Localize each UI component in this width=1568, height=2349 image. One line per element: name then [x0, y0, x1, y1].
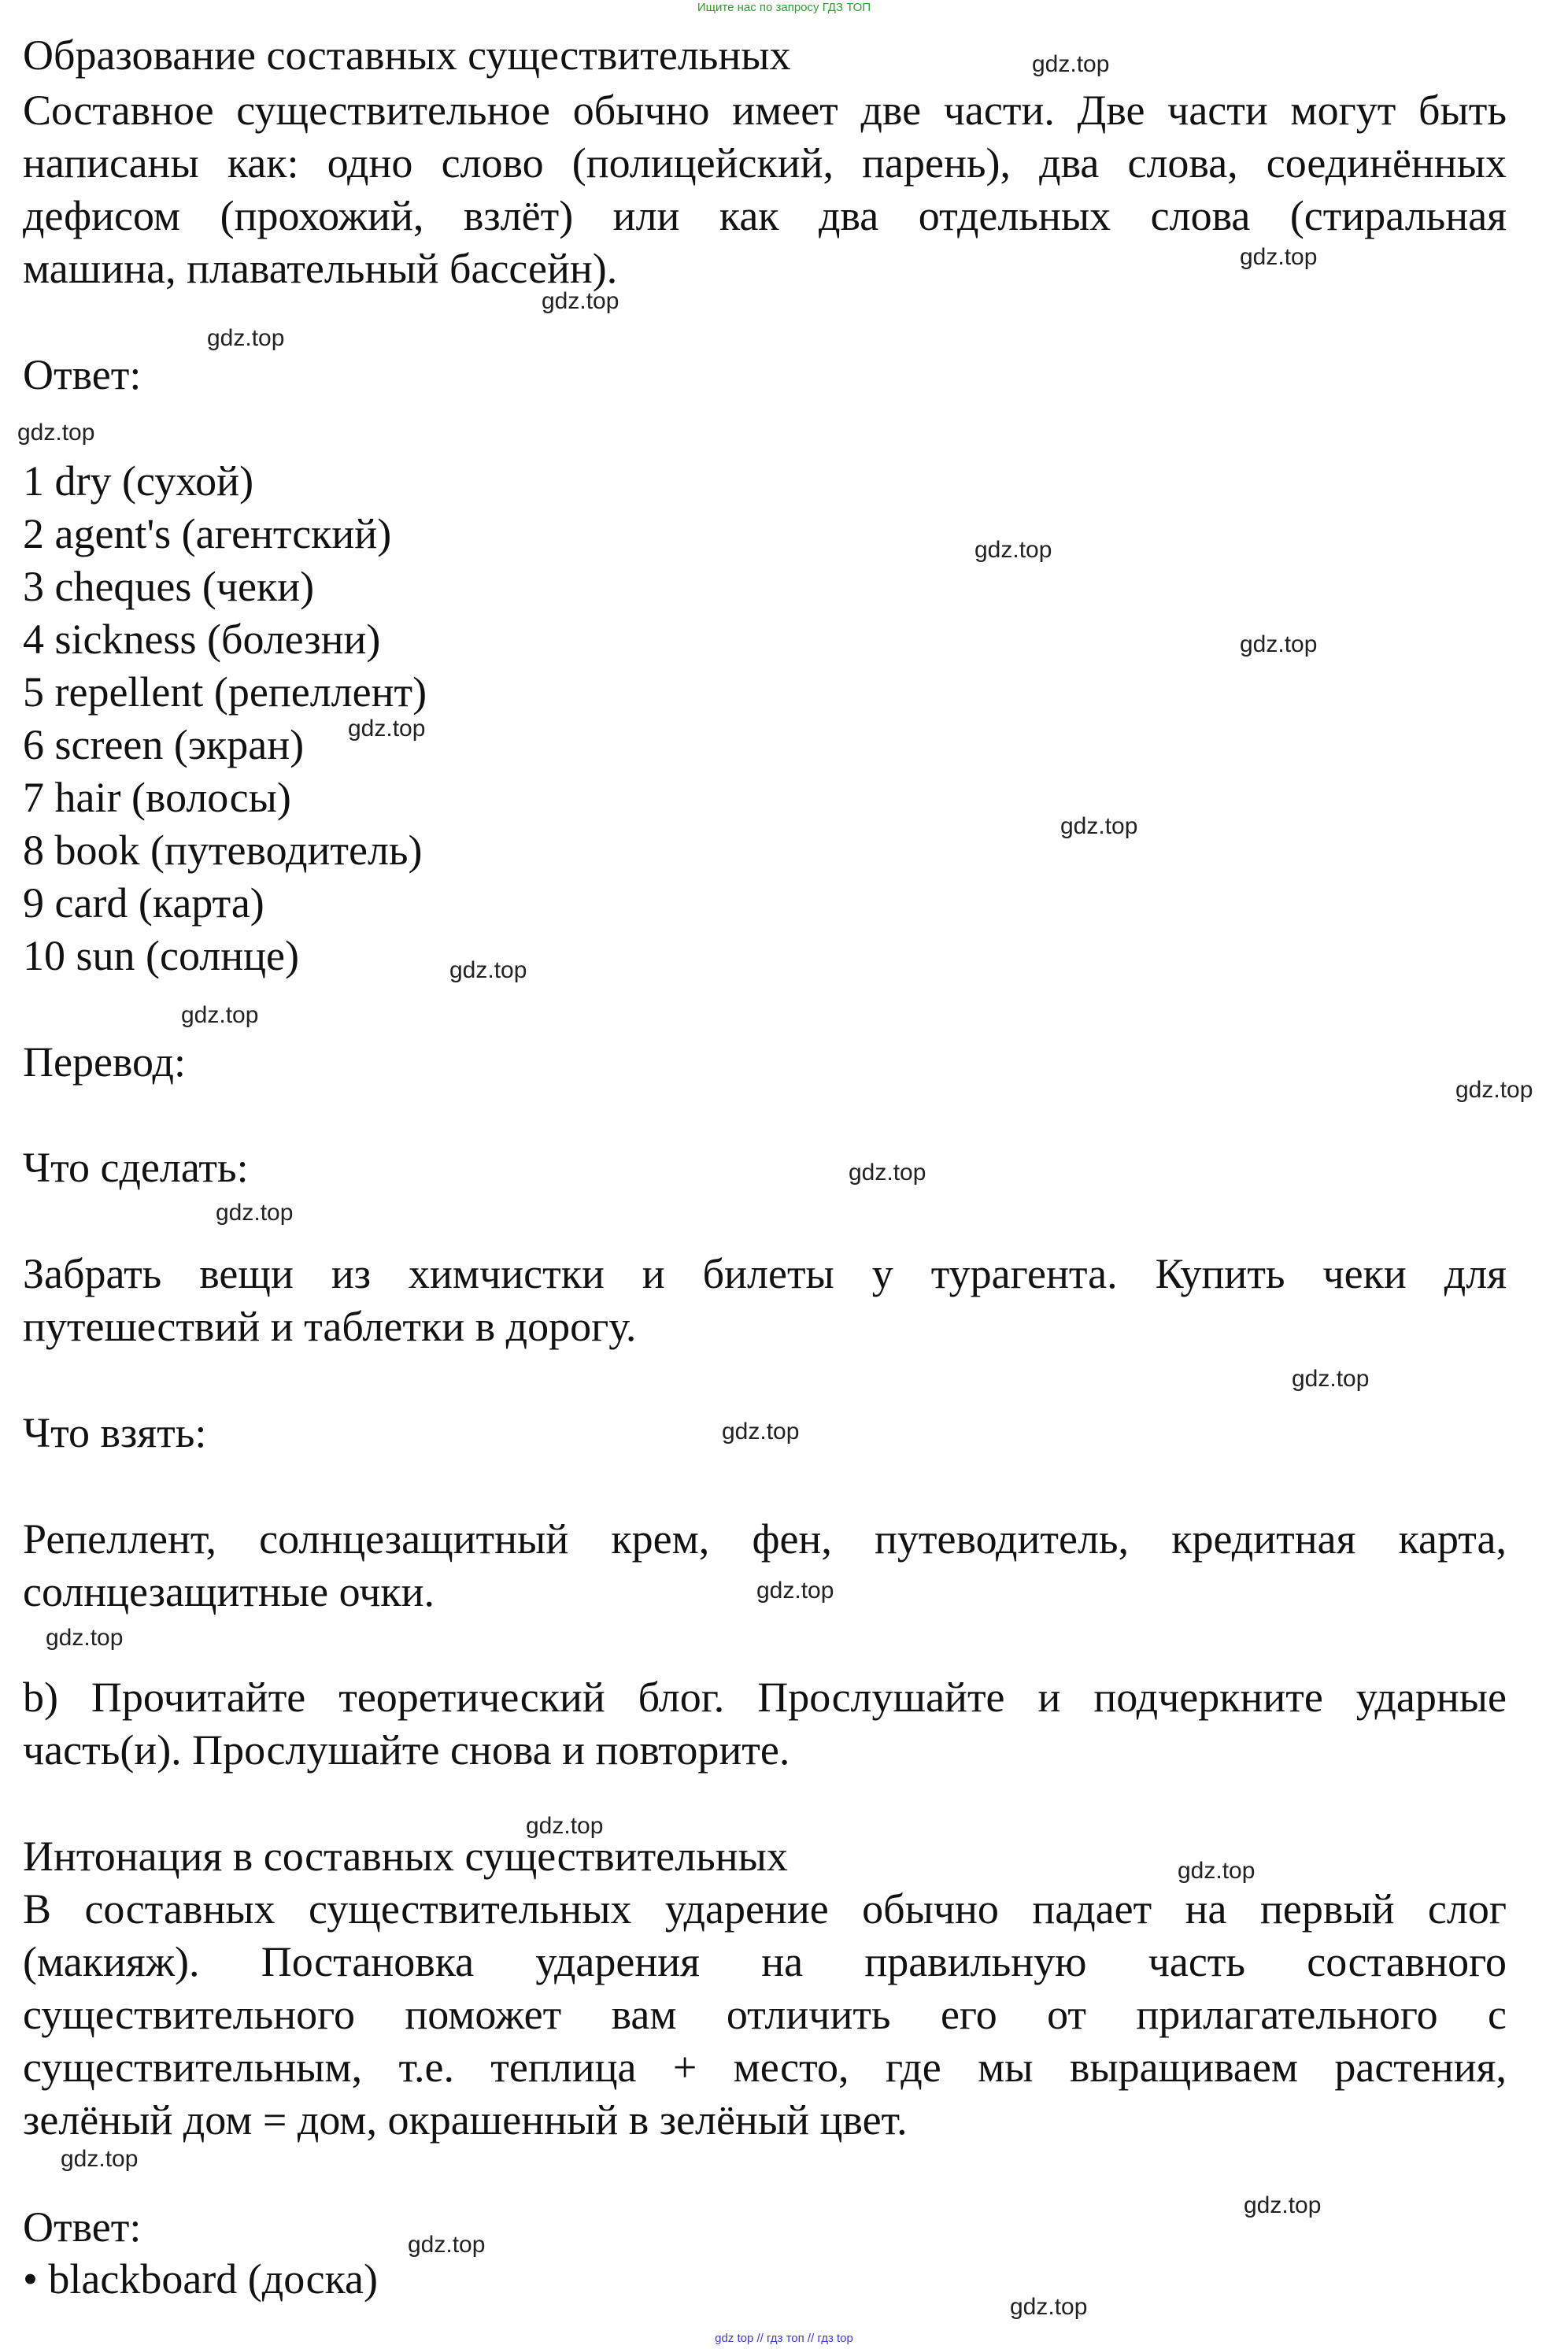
watermark: gdz.top	[974, 537, 1052, 563]
paragraph-line: зелёный дом = дом, окрашенный в зелёный цвет.	[23, 2096, 908, 2144]
watermark: gdz.top	[408, 2232, 486, 2258]
answer-label: Ответ:	[23, 351, 142, 398]
section-title: Образование составных существительных	[23, 31, 791, 79]
todo-line: путешествий и таблетки в дорогу.	[23, 1303, 637, 1350]
paragraph-line: существительного поможет вам отличить его от прилагательного с	[23, 1991, 1507, 2038]
answer-item: 2 agent's (агентский)	[23, 510, 392, 557]
watermark: gdz.top	[756, 1578, 834, 1604]
paragraph-line: машина, плавательный бассейн).	[23, 245, 618, 292]
watermark: gdz.top	[61, 2146, 139, 2172]
paragraph-line: дефисом (прохожий, взлёт) или как два отдельных слова (стиральная	[23, 192, 1507, 239]
answer-item: 5 repellent (репеллент)	[23, 668, 427, 716]
take-label: Что взять:	[23, 1409, 207, 1456]
take-line: солнцезащитные очки.	[23, 1568, 435, 1615]
watermark: gdz.top	[1178, 1858, 1256, 1884]
paragraph-line: (макияж). Постановка ударения на правильную часть составного	[23, 1938, 1507, 1985]
answer-item: • blackboard (доска)	[23, 2255, 378, 2303]
paragraph-line: Составное существительное обычно имеет две части. Две части могут быть	[23, 87, 1507, 134]
take-line: Репеллент, солнцезащитный крем, фен, путеводитель, кредитная карта,	[23, 1515, 1507, 1563]
watermark: gdz.top	[348, 716, 426, 742]
watermark: gdz.top	[449, 957, 527, 983]
watermark: gdz.top	[181, 1002, 259, 1028]
answer-item: 1 dry (сухой)	[23, 457, 254, 505]
top-banner[interactable]: Ищите нас по запросу ГДЗ ТОП	[697, 1, 871, 14]
paragraph-line: существительным, т.е. теплица + место, где мы выращиваем растения,	[23, 2044, 1507, 2091]
answer-item: 7 hair (волосы)	[23, 774, 291, 821]
watermark: gdz.top	[722, 1419, 800, 1445]
answer-item: 9 card (карта)	[23, 879, 264, 927]
watermark: gdz.top	[207, 325, 285, 351]
watermark: gdz.top	[17, 420, 95, 446]
bottom-banner[interactable]: gdz top // гдз топ // гдз top	[715, 2332, 853, 2345]
watermark: gdz.top	[1244, 2192, 1322, 2218]
todo-line: Забрать вещи из химчистки и билеты у турагента. Купить чеки для	[23, 1250, 1507, 1297]
watermark: gdz.top	[216, 1200, 294, 1226]
watermark: gdz.top	[1292, 1366, 1370, 1392]
watermark: gdz.top	[1010, 2294, 1088, 2320]
paragraph-line: написаны как: одно слово (полицейский, парень), два слова, соединённых	[23, 139, 1507, 187]
task-b-line: часть(и). Прослушайте снова и повторите.	[23, 1726, 790, 1774]
watermark: gdz.top	[849, 1160, 926, 1186]
watermark: gdz.top	[46, 1625, 124, 1651]
watermark: gdz.top	[1032, 51, 1110, 77]
watermark: gdz.top	[1060, 813, 1138, 839]
section-title: Интонация в составных существительных	[23, 1833, 788, 1880]
paragraph-line: В составных существительных ударение обычно падает на первый слог	[23, 1885, 1507, 1933]
task-b-line: b) Прочитайте теоретический блог. Прослушайте и подчеркните ударные	[23, 1674, 1507, 1721]
todo-label: Что сделать:	[23, 1144, 249, 1191]
answer-item: 8 book (путеводитель)	[23, 827, 423, 874]
answer-label: Ответ:	[23, 2203, 142, 2251]
answer-item: 3 cheques (чеки)	[23, 563, 315, 610]
answer-item: 6 screen (экран)	[23, 721, 305, 768]
watermark: gdz.top	[1240, 244, 1318, 270]
answer-item: 4 sickness (болезни)	[23, 616, 381, 663]
answer-item: 10 sun (солнце)	[23, 932, 299, 979]
watermark: gdz.top	[526, 1813, 604, 1839]
translation-label: Перевод:	[23, 1038, 186, 1086]
watermark: gdz.top	[1240, 631, 1318, 657]
watermark: gdz.top	[1455, 1077, 1533, 1103]
watermark: gdz.top	[542, 288, 619, 314]
